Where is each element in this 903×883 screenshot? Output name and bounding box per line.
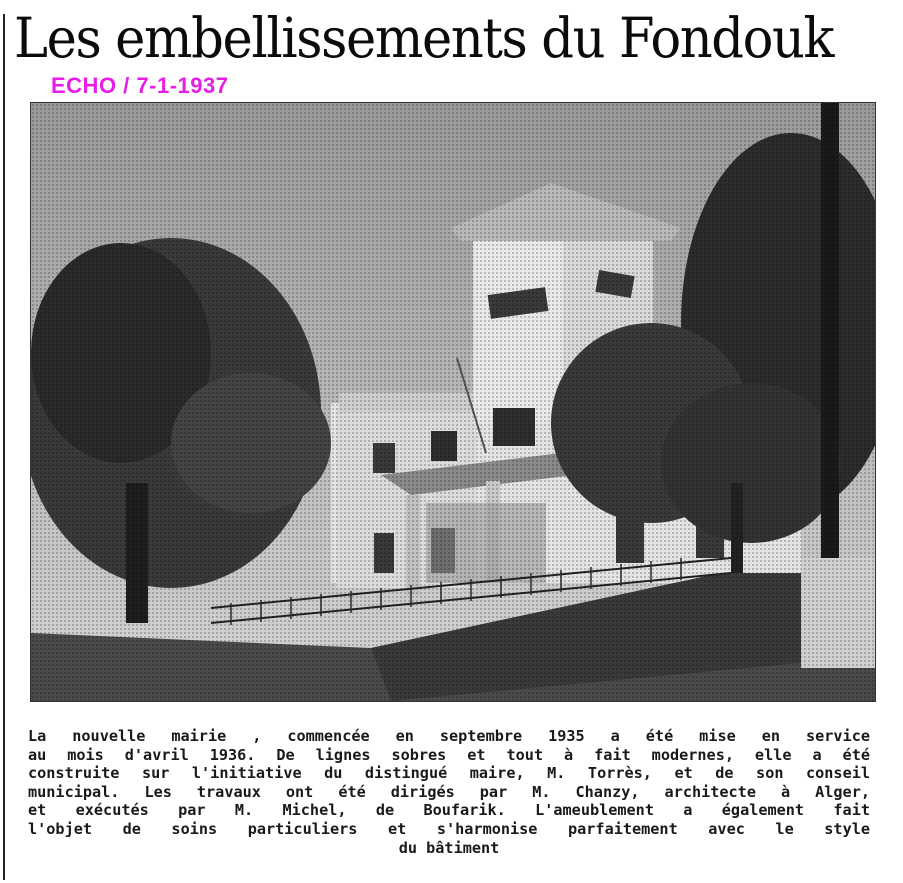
caption-line: municipal. Les travaux ont été dirigés par M. Chanzy, architecte à Alger, <box>28 782 870 801</box>
town-hall-photo <box>30 102 876 702</box>
caption-line: et exécutés par M. Michel, de Boufarik. L'ameublement a également fait <box>28 801 870 820</box>
source-stamp: ECHO / 7-1-1937 <box>51 73 229 98</box>
caption-line: La nouvelle mairie , commencée en septembre 1935 a été mise en service <box>28 727 870 745</box>
caption-line: l'objet de soins particuliers et s'harmonise parfaitement avec le style <box>28 819 870 838</box>
column-rule <box>3 14 5 880</box>
caption-line: au mois d'avril 1936. De lignes sobres et tout à fait modernes, elle a été <box>28 745 870 764</box>
caption-line: construite sur l'initiative du distingué maire, M. Torrès, et de son conseil <box>28 764 870 783</box>
photo-caption <box>28 727 870 857</box>
caption-line: du bâtiment <box>398 838 500 857</box>
article-headline: Les embellissements du Fondouk <box>14 6 834 70</box>
